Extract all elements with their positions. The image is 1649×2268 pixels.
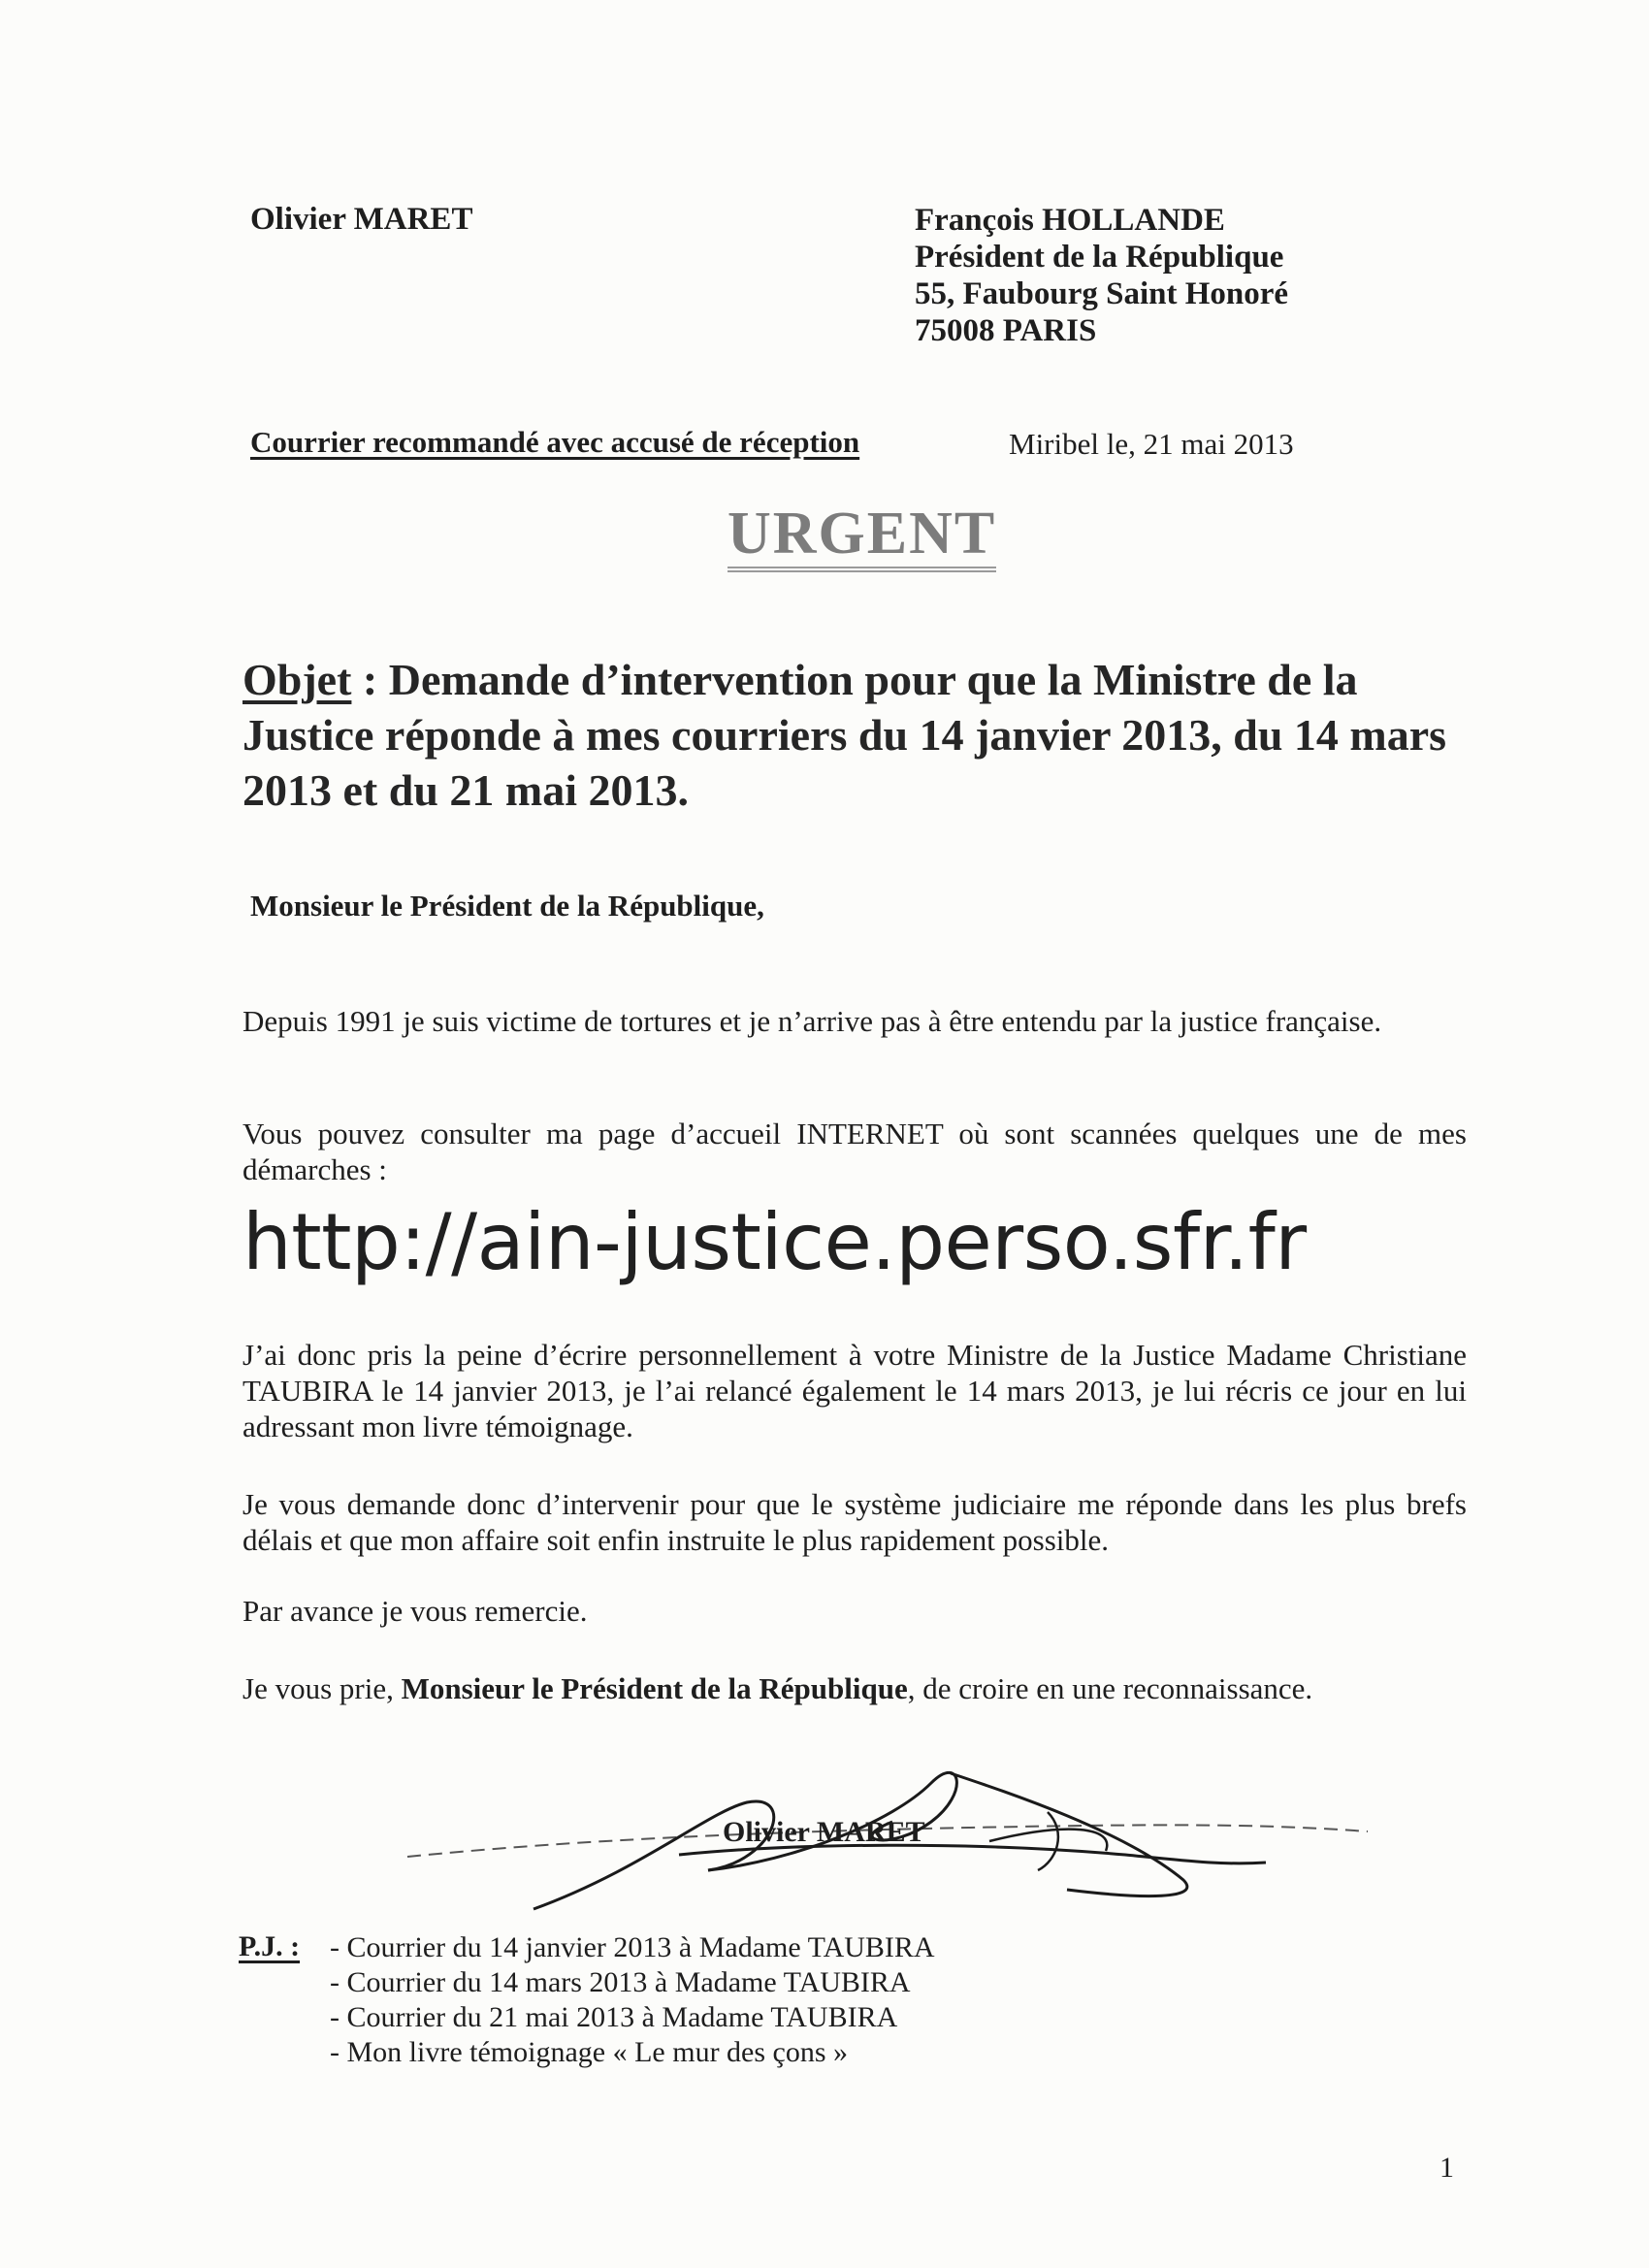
closing-bold: Monsieur le Président de la République (401, 1671, 908, 1705)
place-date: Miribel le, 21 mai 2013 (1009, 427, 1294, 461)
closing-end: , de croire en une reconnaissance. (907, 1671, 1313, 1705)
salutation: Monsieur le Président de la République, (250, 889, 764, 923)
attachment-item: - Courrier du 14 janvier 2013 à Madame TAUBIRA (330, 1931, 935, 1963)
registered-mail-notice: Courrier recommandé avec accusé de réception (250, 425, 860, 459)
recipient-line: François HOLLANDE (915, 203, 1225, 238)
closing-start: Je vous prie, (242, 1671, 402, 1705)
website-url: http://ain-justice.perso.sfr.fr (242, 1197, 1307, 1287)
body-paragraph: Vous pouvez consulter ma page d’accueil INTERNET où sont scannées quelques une de mes démarches : (242, 1117, 1467, 1186)
recipient-address (915, 202, 1288, 349)
recipient-line: Président de la République (915, 240, 1284, 275)
signature-name: Olivier MARET (723, 1816, 925, 1848)
attachment-item: - Mon livre témoignage « Le mur des çons » (330, 2036, 849, 2068)
body-paragraph: Par avance je vous remercie. (242, 1594, 588, 1628)
subject-label: Objet (242, 655, 352, 704)
sender-name: Olivier MARET (250, 202, 473, 237)
body-paragraph: J’ai donc pris la peine d’écrire personnellement à votre Ministre de la Justice Madame Christiane TAUBIRA le 14 janvier 2013, je l’ai relancé également le 14 mars 2013, je lui récris ce jour en lui adressant mon livre témoignage. (242, 1338, 1467, 1443)
recipient-line: 55, Faubourg Saint Honoré (915, 276, 1289, 311)
subject-text: : Demande d’intervention pour que la Ministre de la Justice réponde à mes courriers du 14 janvier 2013, du 14 mars 2013 et du 21 mai 2013. (242, 655, 1447, 815)
subject-line (242, 652, 1494, 818)
body-paragraph: Je vous demande donc d’intervenir pour que le système judiciaire me réponde dans les plus brefs délais et que mon affaire soit enfin instruite le plus rapidement possible. (242, 1487, 1467, 1557)
attachments-label: P.J. : (239, 1930, 301, 1962)
recipient-line: 75008 PARIS (915, 313, 1097, 348)
closing-paragraph (242, 1670, 1467, 1706)
body-paragraph: Depuis 1991 je suis victime de tortures et je n’arrive pas à être entendu par la justice française. (242, 1004, 1382, 1038)
page-number: 1 (1439, 2152, 1454, 2184)
urgent-stamp: URGENT (728, 502, 996, 572)
attachment-item: - Courrier du 21 mai 2013 à Madame TAUBIRA (330, 2001, 898, 2033)
attachment-item: - Courrier du 14 mars 2013 à Madame TAUBIRA (330, 1966, 911, 1998)
attachments-list (330, 1930, 935, 2070)
